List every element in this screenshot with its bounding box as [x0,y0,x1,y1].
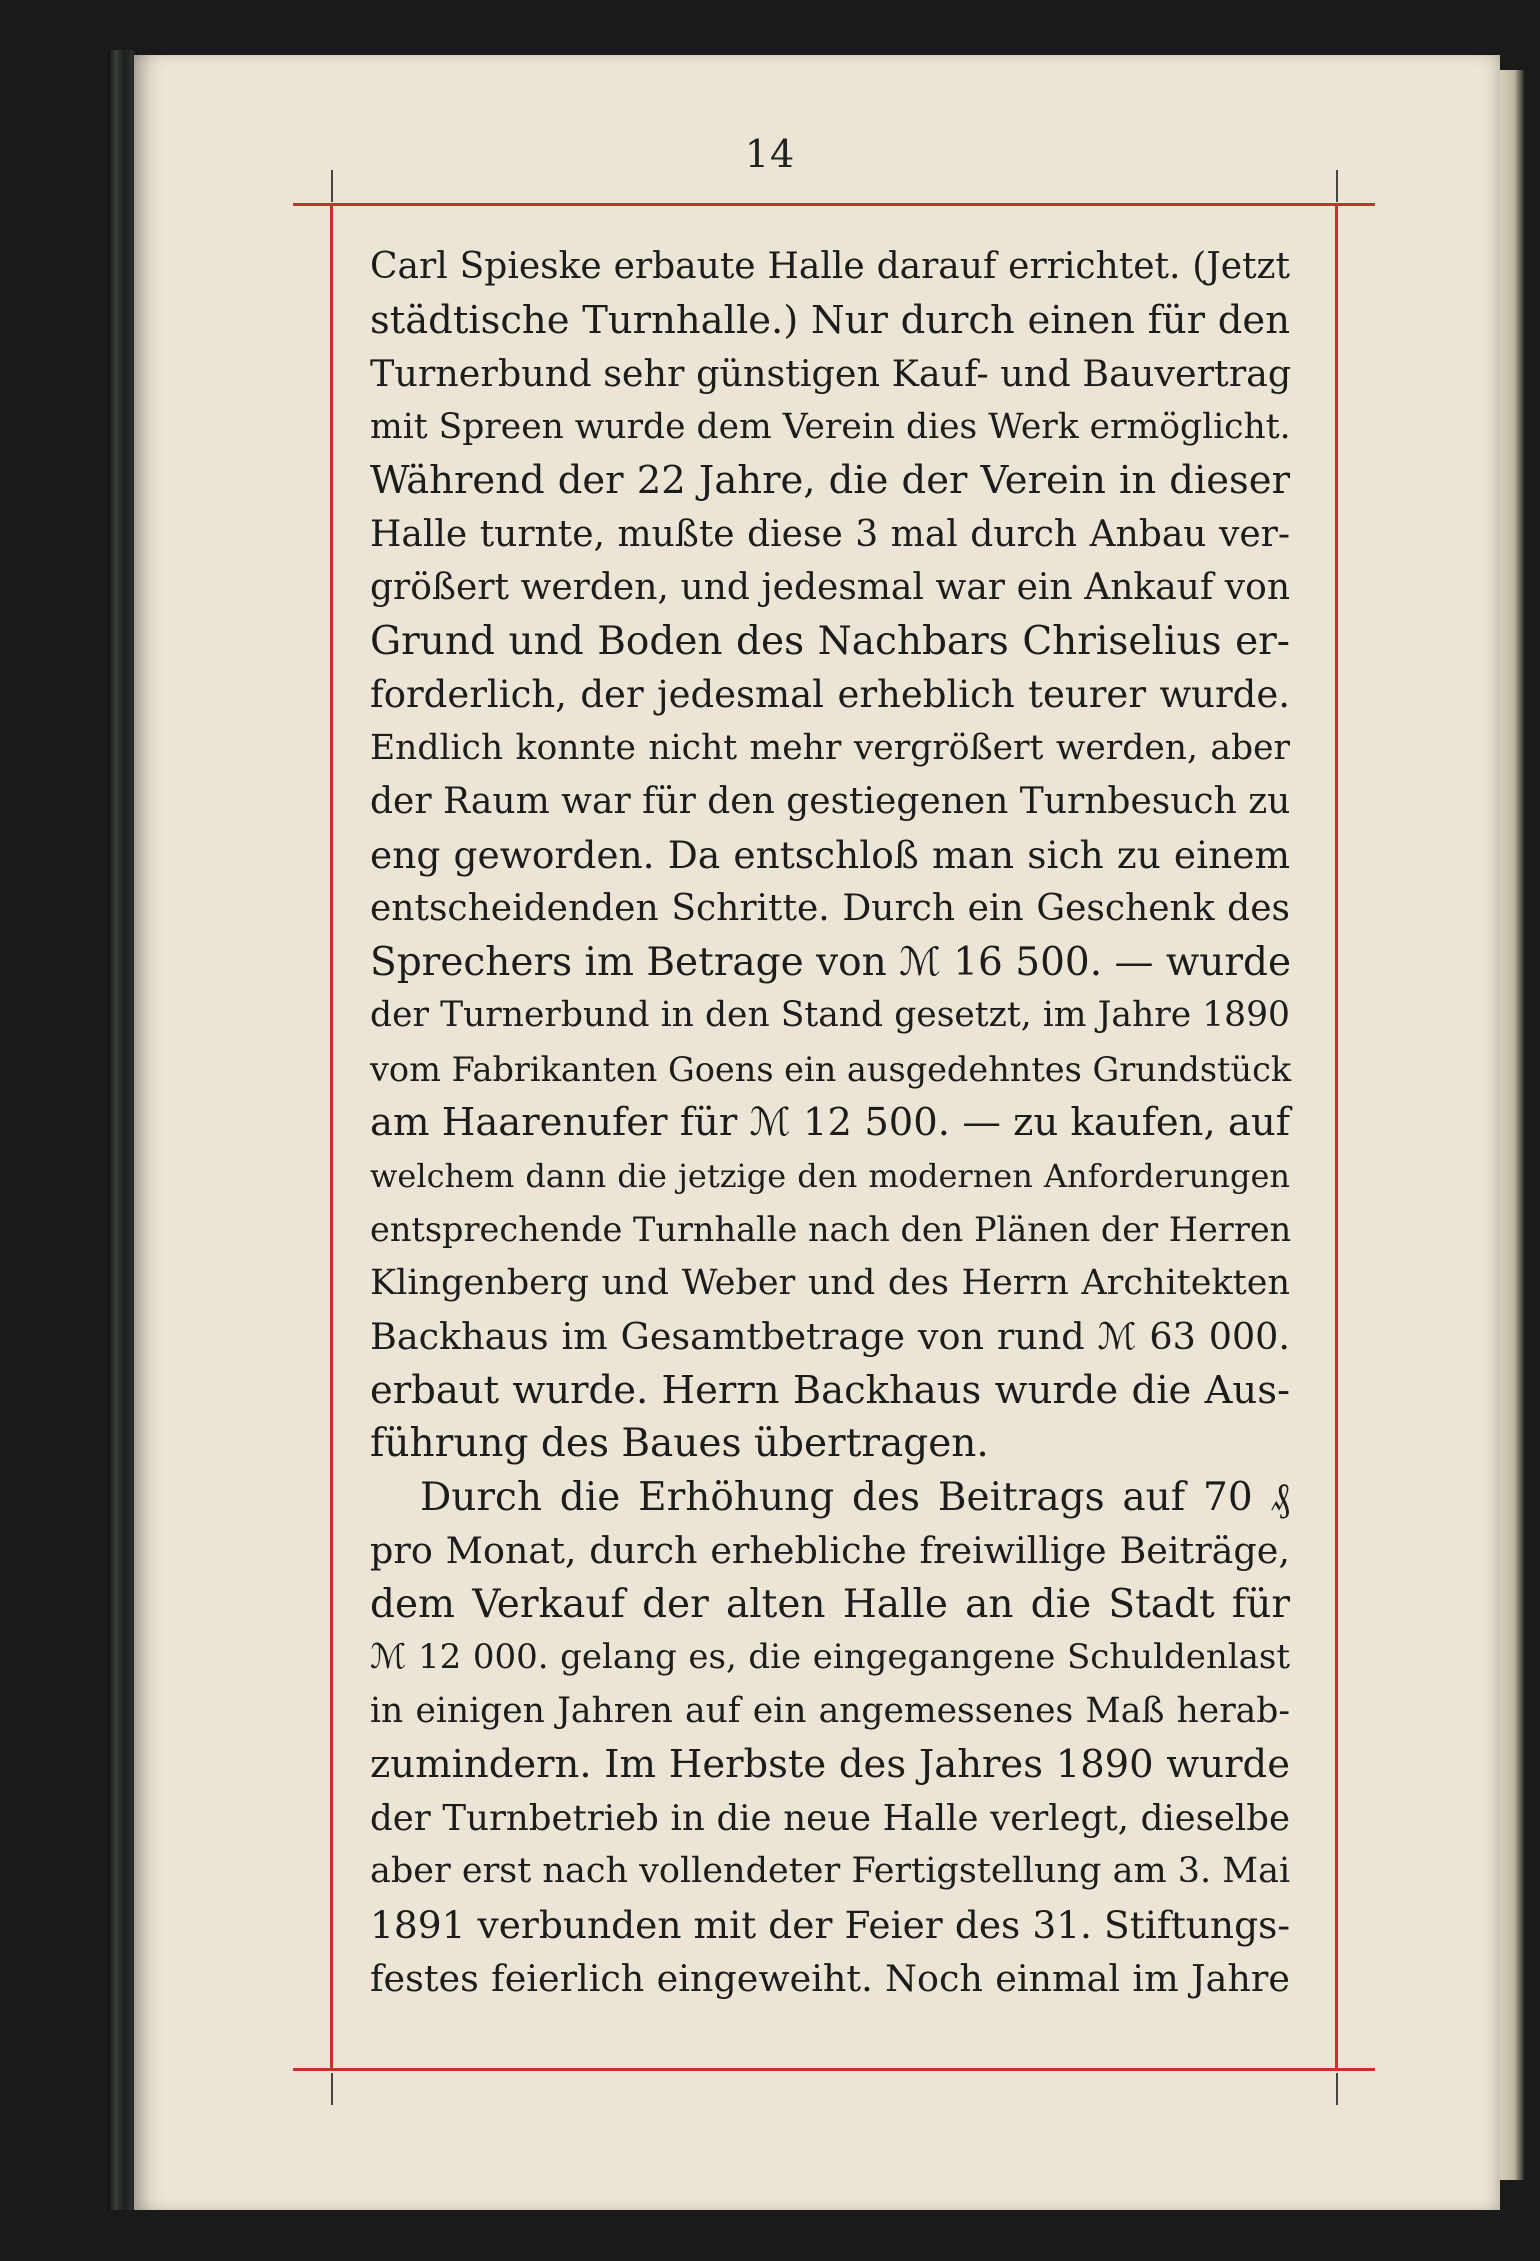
text-line: welchem dann die jetzige den modernen Anforderungen [370,1156,1290,1195]
text-line: Grund und Boden des Nachbars Chriselius er- [370,618,1290,664]
text-line: 1891 verbunden mit der Feier des 31. Stiftungs- [370,1902,1290,1947]
text-line: Endlich konnte nicht mehr vergrößert werden, aber [370,727,1290,768]
text-line: am Haarenufer für ℳ 12 500. — zu kaufen, auf [370,1100,1290,1145]
text-line: dem Verkauf der alten Halle an die Stadt für [370,1581,1290,1627]
text-line: der Raum war für den gestiegenen Turnbesuch zu [370,781,1291,822]
text-line: Backhaus im Gesamtbetrage von rund ℳ 63 000. [370,1315,1290,1358]
text-line: mit Spreen wurde dem Verein dies Werk ermöglicht. [370,406,1291,447]
corner-tick-top-right [1336,170,1338,202]
text-line: in einigen Jahren auf ein angemessenes Maß herab- [370,1690,1290,1731]
text-line: städtische Turnhalle.) Nur durch einen für den [370,297,1290,343]
text-line: Sprechers im Betrage von ℳ 16 500. — wurde [370,939,1292,985]
text-line: forderlich, der jedesmal erheblich teurer wurde. [370,673,1290,716]
text-line: Durch die Erhöhung des Beitrags auf 70 ₰ [420,1474,1290,1520]
body-text [370,240,1290,2006]
text-line: entsprechende Turnhalle nach den Plänen der Herren [370,1210,1292,1249]
frame-rule-top [293,203,1375,206]
text-line: Halle turnte, mußte diese 3 mal durch Anbau ver- [370,513,1290,555]
text-line: erbaut wurde. Herrn Backhaus wurde die Aus- [370,1367,1290,1413]
text-line: vom Fabrikanten Goens ein ausgedehntes Grundstück [370,1049,1292,1089]
corner-tick-top-left [331,170,333,202]
frame-rule-bottom [293,2068,1375,2071]
text-line: aber erst nach vollendeter Fertigstellung am 3. Mai [370,1851,1291,1891]
text-line: Carl Spieske erbaute Halle darauf errichtet. (Jetzt [370,246,1290,287]
corner-tick-bottom-right [1336,2073,1338,2105]
text-line: der Turnbetrieb in die neue Halle verlegt, dieselbe [370,1797,1290,1839]
corner-tick-bottom-left [331,2073,333,2105]
page-number: 14 [744,132,796,176]
text-line: Während der 22 Jahre, die der Verein in dieser [370,458,1290,503]
text-line: Turnerbund sehr günstigen Kauf- und Bauvertrag [370,352,1292,395]
text-line: Klingenberg und Weber und des Herrn Architekten [370,1262,1290,1303]
text-line: festes feierlich eingeweiht. Noch einmal im Jahre [370,1957,1290,2000]
text-line: führung des Baues übertragen. [370,1421,989,1466]
text-line: pro Monat, durch erhebliche freiwillige Beiträge, [370,1529,1290,1572]
text-line: ℳ 12 000. gelang es, die eingegangene Schuldenlast [370,1637,1290,1677]
text-line: der Turnerbund in den Stand gesetzt, im Jahre 1890 [370,995,1290,1035]
text-line: eng geworden. Da entschloß man sich zu einem [370,832,1290,877]
text-line: größert werden, und jedesmal war ein Ankauf von [370,567,1290,608]
frame-rule-right [1335,203,1338,2071]
text-line: entscheidenden Schritte. Durch ein Geschenk des [370,888,1290,929]
page-edge [1500,70,1524,2180]
frame-rule-left [330,203,333,2071]
text-line: zumindern. Im Herbste des Jahres 1890 wurde [370,1742,1290,1787]
